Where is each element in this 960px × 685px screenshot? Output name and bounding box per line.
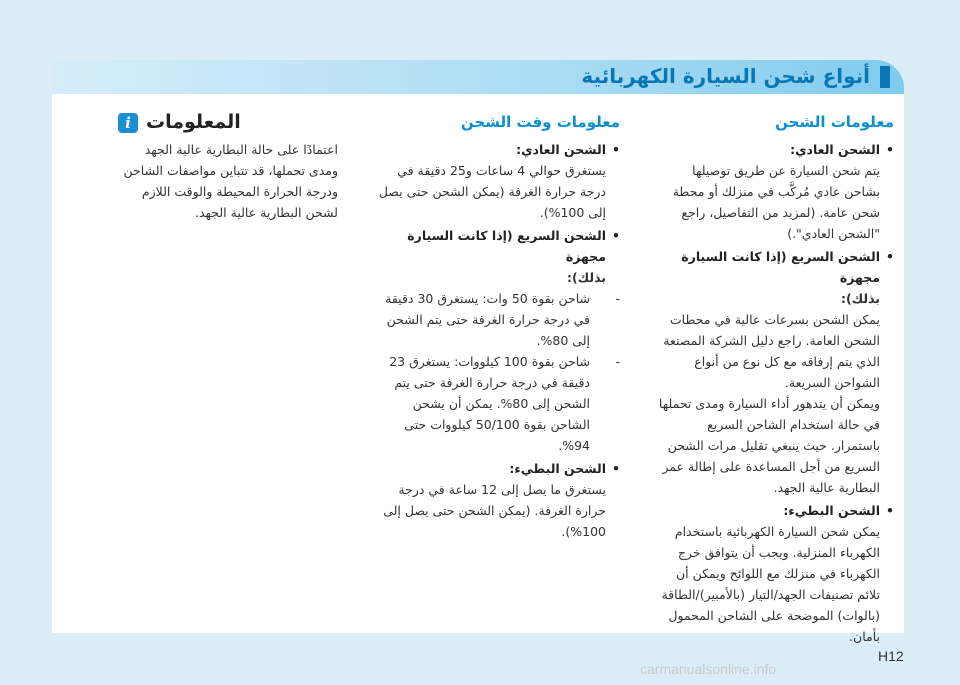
charging-time-column: [370, 112, 620, 542]
normal-time-label: • الشحن العادي:: [370, 139, 620, 160]
normal-time-text: يستغرق حوالي 4 ساعات و25 دقيقة في درجة حرارة الغرفة (يمكن الشحن حتى يصل إلى 100%).: [378, 163, 606, 220]
fast-time-item: - شاحن بقوة 50 وات: يستغرق 30 دقيقة في درجة حرارة الغرفة حتى يتم الشحن إلى 80%.: [370, 288, 620, 351]
fast-time-item: - شاحن بقوة 100 كيلووات: يستغرق 23 دقيقة في درجة حرارة الغرفة حتى يتم الشحن إلى 80%. يمكن أن يشحن الشاحن بقوة 50/100 كيلووات حتى 94%.: [370, 351, 620, 456]
charging-info-heading: معلومات الشحن: [775, 113, 894, 131]
fast-charging-label-cont: بذلك):: [841, 291, 880, 306]
information-text: اعتمادًا على حالة البطارية عالية الجهد ومدى تحملها، قد تتباين مواصفات الشاحن ودرجة الحرارة المحيطة والوقت اللازم لشحن البطارية عالية الجهد.: [123, 142, 338, 220]
information-title: المعلومات: [146, 111, 241, 133]
page-number: H12: [878, 648, 904, 664]
slow-time-label: • الشحن البطيء:: [370, 458, 620, 479]
normal-charging-label: • الشحن العادي:: [656, 139, 894, 160]
slow-charging-label: • الشحن البطيء:: [656, 500, 894, 521]
fast-time-item-text: شاحن بقوة 100 كيلووات: يستغرق 23 دقيقة في درجة حرارة الغرفة حتى يتم الشحن إلى 80%. يمكن أن يشحن الشاحن بقوة 50/100 كيلووات حتى 94%.: [389, 354, 590, 453]
watermark: carmanualsonline.info: [640, 661, 777, 677]
fast-time-item-text: شاحن بقوة 50 وات: يستغرق 30 دقيقة في درجة حرارة الغرفة حتى يتم الشحن إلى 80%.: [385, 291, 590, 348]
fast-charging-text-2: ويمكن أن يتدهور أداء السيارة ومدى تحملها في حالة استخدام الشاحن السريع باستمرار. حيث ينبغي تقليل مرات الشحن السريع من أجل المساعدة على إطالة عمر البطارية عالية الجهد.: [658, 396, 880, 495]
fast-charging-label: • الشحن السريع (إذا كانت السيارة مجهزة: [656, 246, 894, 288]
charging-info-column: [656, 112, 894, 647]
fast-time-label-cont: بذلك):: [567, 270, 606, 285]
fast-charging-text-1: يمكن الشحن بسرعات عالية في محطات الشحن العامة. راجع دليل الشركة المصنعة الذي يتم إرفاقه مع كل نوع من أنواع الشواحن السريعة.: [663, 312, 880, 390]
section-title-bar: [52, 60, 904, 94]
fast-time-label: • الشحن السريع (إذا كانت السيارة مجهزة: [370, 225, 620, 267]
normal-charging-text: يتم شحن السيارة عن طريق توصيلها بشاحن عادي مُركَّب في منزلك أو محطة شحن عامة. (لمزيد من التفاصيل، راجع "الشحن العادي".): [672, 163, 880, 241]
information-note: [118, 112, 338, 223]
charging-time-heading: معلومات وقت الشحن: [460, 113, 620, 131]
info-icon: i: [118, 113, 138, 133]
title-marker: [880, 66, 890, 88]
slow-time-text: يستغرق ما يصل إلى 12 ساعة في درجة حرارة الغرفة. (يمكن الشحن حتى يصل إلى 100%).: [383, 482, 606, 539]
information-header: [118, 112, 338, 133]
slow-charging-text: يمكن شحن السيارة الكهربائية باستخدام الكهرباء المنزلية. ويجب أن يتوافق خرج الكهرباء في منزلك مع اللوائح ويمكن أن تلائم تصنيفات الجهد/التيار (بالأمبير)/الطاقة (بالوات) الموضحة على الشاحن المحمول بأمان.: [661, 524, 880, 644]
section-title: أنواع شحن السيارة الكهربائية: [581, 64, 870, 88]
